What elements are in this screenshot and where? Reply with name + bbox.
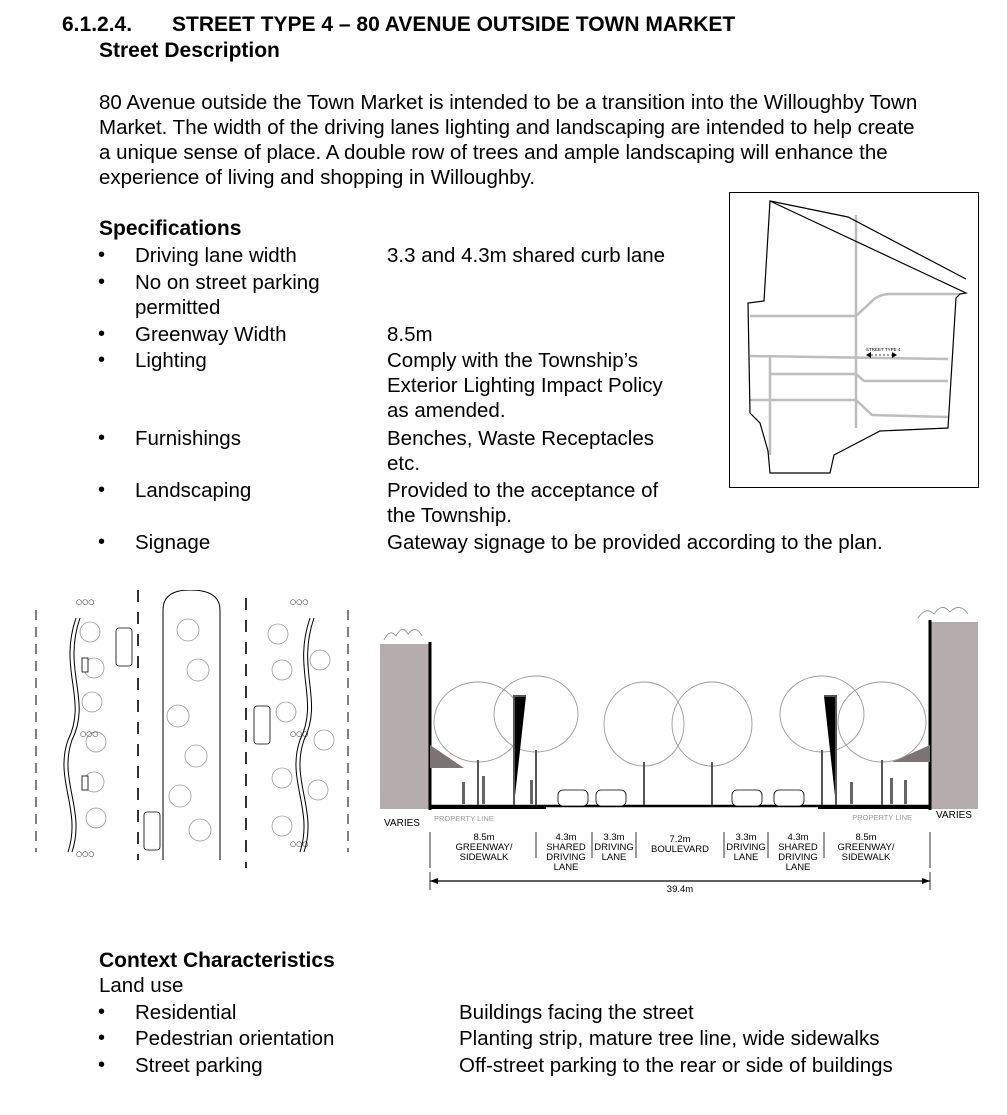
car-icons: [558, 790, 804, 806]
segment-width: 4.3m: [555, 832, 577, 843]
segment-width: 3.3m: [603, 832, 625, 843]
segment-width: 7.2m: [669, 834, 691, 845]
key-map: [729, 192, 979, 488]
description-line: a unique sense of place. A double row of trees and ample landscaping will enhance the: [99, 141, 888, 164]
segment-label: DRIVING: [546, 852, 586, 863]
context-value: Planting strip, mature tree line, wide sidewalks: [459, 1027, 880, 1050]
svg-text:○○○: ○○○: [290, 598, 309, 606]
section-heading: [62, 13, 735, 37]
segment-label: SIDEWALK: [841, 852, 891, 863]
svg-text:○○○: ○○○: [76, 598, 95, 606]
svg-text:○○○: ○○○: [80, 730, 99, 738]
context-label: Residential: [135, 1001, 237, 1024]
plan-view-drawing: [28, 590, 353, 880]
street-description-text: [99, 90, 999, 190]
segment-label: LANE: [785, 862, 811, 873]
total-width: 39.4m: [666, 884, 694, 895]
spec-label: Signage: [135, 531, 211, 554]
spec-value: Comply with the Township’s Exterior Lighting Impact Policy as amended.: [387, 349, 663, 422]
cross-section-drawing: [378, 600, 980, 898]
segment-width: 8.5m: [473, 832, 495, 843]
dimension-labels: [455, 832, 894, 895]
segment-label: DRIVING: [778, 852, 818, 863]
property-line-right-label: PROPERTY LINE: [852, 813, 912, 822]
context-value: Off-street parking to the rear or side of buildings: [459, 1054, 893, 1077]
description-line: experience of living and shopping in Willoughby.: [99, 166, 536, 189]
right-building: [930, 622, 978, 809]
segment-label: SHARED: [778, 842, 818, 853]
left-building: [380, 644, 430, 809]
segment-width: 3.3m: [735, 832, 757, 843]
context-subtitle: Land use: [99, 974, 184, 997]
specifications-title: Specifications: [99, 217, 242, 240]
spec-label: Driving lane width: [135, 244, 297, 267]
svg-text:○○○: ○○○: [290, 730, 309, 738]
context-label: Street parking: [135, 1054, 263, 1077]
context-title: Context Characteristics: [99, 949, 335, 972]
bullet-icon: •: [98, 427, 106, 449]
segment-label: SIDEWALK: [459, 852, 509, 863]
description-line: 80 Avenue outside the Town Market is intended to be a transition into the Willoughby Town: [99, 91, 918, 114]
bullet-icon: •: [98, 244, 106, 266]
bullet-icon: •: [98, 1027, 106, 1049]
spec-label: Lighting: [135, 349, 207, 372]
segment-label: LANE: [601, 852, 627, 863]
tree-icons: [434, 676, 926, 766]
pedestrian-icons: [462, 776, 907, 804]
bullet-icon: •: [98, 1001, 106, 1023]
key-map-label: STREET TYPE 4: [866, 347, 901, 352]
spec-label: No on street parking permitted: [135, 271, 320, 319]
spec-value: Benches, Waste Receptacles etc.: [387, 427, 655, 475]
spec-value: 3.3 and 4.3m shared curb lane: [387, 244, 666, 267]
segment-label: LANE: [553, 862, 579, 873]
spec-value: 8.5m: [387, 323, 433, 346]
context-value: Buildings facing the street: [459, 1001, 694, 1024]
key-map-drawing: [730, 193, 977, 486]
section-number: 6.1.2.4.: [62, 13, 133, 36]
spec-label: Landscaping: [135, 479, 252, 502]
segment-label: GREENWAY/: [455, 842, 513, 853]
description-line: Market. The width of the driving lanes lighting and landscaping are intended to help create: [99, 116, 915, 139]
spec-label: Greenway Width: [135, 323, 287, 346]
spec-value: Provided to the acceptance of the Township.: [387, 479, 659, 527]
bullet-icon: •: [98, 531, 106, 553]
bullet-icon: •: [98, 323, 106, 345]
segment-label: LANE: [733, 852, 759, 863]
svg-text:○○○: ○○○: [76, 850, 95, 858]
segment-label: DRIVING: [726, 842, 766, 853]
segment-label: SHARED: [546, 842, 586, 853]
property-line-left-label: PROPERTY LINE: [434, 814, 494, 823]
segment-label: GREENWAY/: [837, 842, 895, 853]
bullet-icon: •: [98, 479, 106, 501]
svg-text:○○○: ○○○: [290, 840, 309, 848]
context-label: Pedestrian orientation: [135, 1027, 335, 1050]
bullet-icon: •: [98, 349, 106, 371]
spec-value: Gateway signage to be provided according to the plan.: [387, 531, 883, 554]
spec-label: Furnishings: [135, 427, 241, 450]
varies-left-label: VARIES: [384, 818, 420, 829]
varies-right-label: VARIES: [936, 810, 972, 821]
segment-width: 4.3m: [787, 832, 809, 843]
bullet-icon: •: [98, 271, 106, 293]
bullet-icon: •: [98, 1054, 106, 1076]
street-description-title: Street Description: [99, 39, 280, 62]
segment-width: 8.5m: [855, 832, 877, 843]
section-title: STREET TYPE 4 – 80 AVENUE OUTSIDE TOWN MARKET: [172, 13, 736, 36]
segment-label: BOULEVARD: [651, 844, 709, 855]
segment-label: DRIVING: [594, 842, 634, 853]
